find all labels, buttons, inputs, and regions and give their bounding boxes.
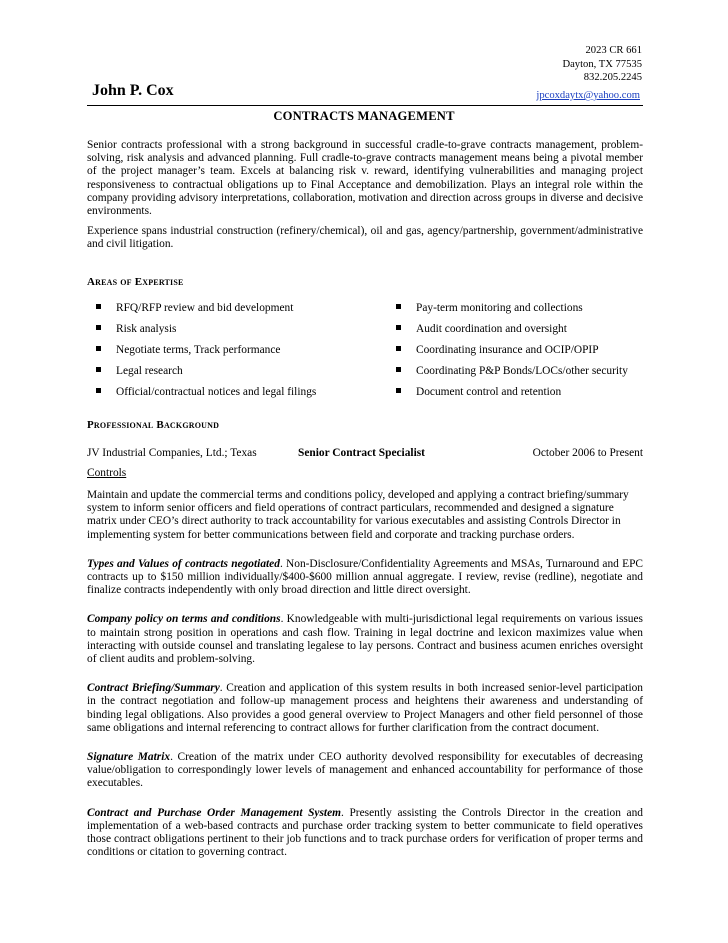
summary-text-1: Senior contracts professional with a strong background in successful cradle-to-grave contracts management, problem-solving, risk analysis and advanced planning. Full cradle-to-grave contracts management means being a pivotal member of the project manager’s team. Excels at balancing risk v. reward, identifying vulnerabilities and managing project responsiveness to contractual obligations up to Final Acceptance and demobilization. Plays an integral role within the company providing advisory interpretations, collaboration, motivation and direction across groups in diverse and decisive environments. <box>87 139 643 218</box>
subsection-title: Controls <box>87 467 127 479</box>
detail-paragraph <box>87 558 643 598</box>
list-item: Risk analysis Audit coordination and oversight <box>96 323 656 344</box>
detail-lead: Contract Briefing/Summary <box>87 682 220 695</box>
contact-block <box>562 44 642 85</box>
header-divider <box>87 105 643 106</box>
detail-text: . Presently assisting the Controls Director in the creation and implementation of a web-based contracts and purchase order tracking system to better communicate to field operatives those contract obligations pertinent to their job functions and to track purchase orders for verification of proper terms and conditions or citation to governing contract. <box>87 806 643 859</box>
bullet-icon <box>396 304 401 309</box>
job-header <box>87 447 643 461</box>
detail-paragraph <box>87 682 643 735</box>
detail-lead: Company policy on terms and conditions <box>87 613 281 626</box>
list-item: Legal research Coordinating P&P Bonds/LOCs/other security <box>96 365 656 386</box>
bullet-icon <box>396 388 401 393</box>
bullet-icon <box>96 346 101 351</box>
bullet-icon <box>96 367 101 372</box>
bullet-icon <box>96 304 101 309</box>
expertise-list <box>96 302 656 407</box>
list-item: Negotiate terms, Track performance Coordinating insurance and OCIP/OPIP <box>96 344 656 365</box>
detail-paragraph <box>87 751 643 791</box>
bullet-icon <box>396 325 401 330</box>
list-item: RFQ/RFP review and bid development Pay-term monitoring and collections <box>96 302 656 323</box>
job-details <box>87 489 643 859</box>
address-line-1: 2023 CR 661 <box>585 45 642 56</box>
detail-paragraph <box>87 613 643 666</box>
detail-text: . Creation of the matrix under CEO authority devolved responsibility for executables of decreasing value/obligation to correspondingly lower levels of management and enhanced accountability for performance of those executables. <box>87 751 643 790</box>
resume-headline: CONTRACTS MANAGEMENT <box>273 109 455 123</box>
job-title: Senior Contract Specialist <box>298 447 425 459</box>
expertise-heading: Areas of Expertise <box>87 276 184 288</box>
job-dates: October 2006 to Present <box>532 447 643 459</box>
detail-text: . Knowledgeable with multi-jurisdictional legal requirements on various issues to maintain strong position in operations and cash flow. Training in legal doctrine and lexicon maximizes value when interacting with outside counsel and translating legalese to lay persons. Contract and business acumen enriches oversight of client audits and problem-solving. <box>87 613 643 666</box>
job-intro: Maintain and update the commercial terms and conditions policy, developed and applying a contract briefing/summary system to inform senior officers and field operations of contract particulars, recommended and designed a signature matrix under CEO’s direct authority to track accountability for various executables and assisting Controls Director in implementing system for better communications between field and corporate and tracking purchase orders. <box>87 489 629 541</box>
detail-lead: Types and Values of contracts negotiated <box>87 557 280 570</box>
summary-text-2: Experience spans industrial construction (refinery/chemical), oil and gas, agency/partnership, government/administrative and civil litigation. <box>87 225 643 251</box>
company-name: JV Industrial Companies, Ltd.; Texas <box>87 447 257 459</box>
list-item: Official/contractual notices and legal filings Document control and retention <box>96 386 656 407</box>
detail-lead: Contract and Purchase Order Management System <box>87 806 341 819</box>
detail-paragraph <box>87 807 643 860</box>
summary-paragraph <box>87 139 643 252</box>
bullet-icon <box>96 325 101 330</box>
bullet-icon <box>396 346 401 351</box>
background-heading: Professional Background <box>87 419 220 431</box>
email-link[interactable]: jpcoxdaytx@yahoo.com <box>536 90 640 101</box>
detail-text: . Non-Disclosure/Confidentiality Agreements and MSAs, Turnaround and EPC contracts up to $150 million individually/$400-$600 million annual aggregate. I review, revise (redline), negotiate and finalize contracts independently with only broad direction and little direct oversight. <box>87 557 643 597</box>
detail-text: . Creation and application of this system results in both increased senior-level participation in the contract negotiation and follow-up management process and heightens their awareness and understanding of binding legal obligations. Also provides a good general overview to Project Managers and other field personnel of those same obligations and internal referencing to contract allows for further clarification from the contract document. <box>87 682 643 734</box>
detail-lead: Signature Matrix <box>87 751 171 764</box>
phone-number: 832.205.2245 <box>583 72 642 83</box>
candidate-name: John P. Cox <box>92 82 174 99</box>
address-line-2: Dayton, TX 77535 <box>562 58 642 70</box>
bullet-icon <box>396 367 401 372</box>
bullet-icon <box>96 388 101 393</box>
